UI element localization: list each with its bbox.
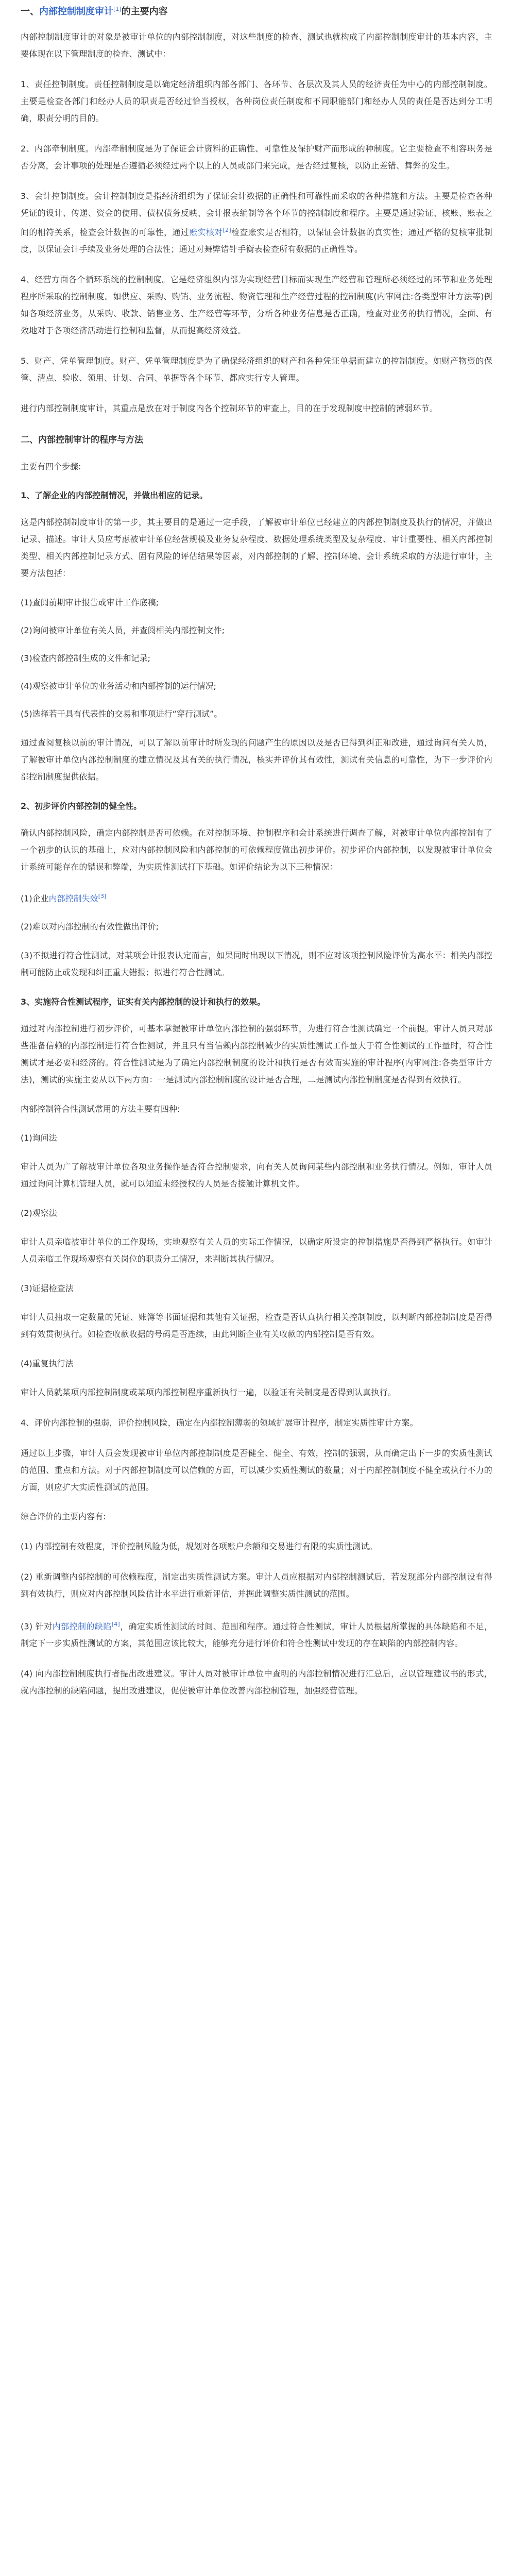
step-1-list-item: (2)询问被审计单位有关人员，并查阅相关内部控制文件; [21,625,225,636]
step-1-paragraph: 这是内部控制制度审计的第一步，其主要目的是通过一定手段，了解被审计单位已经建立的内部控制制度及执行的情况，并做出记录、描述。审计人员应考虑被审计单位经营规模及业务复杂程度、数据处理系统类型及复杂程度、审计重要性、相关内部控制类型、相关内部控制记录方式、固有风险的评估结果等因素，对内部控制的了解、控制环境、会计系统采取的方法进行审计，主要方法包括： [21,517,492,579]
step-4-list-3-text: (3) 针对 [21,1621,53,1631]
step-2-heading: 2、初步评价内部控制的健全性。 [21,801,142,811]
closing-paragraph: 进行内部控制制度审计，其重点是放在对于制度内各个控制环节的审查上，目的在于发现制度中控制的薄弱环节。 [21,403,438,414]
section-2-heading: 二、内部控制审计的程序与方法 [21,435,143,446]
step-1-list-item: (5)选择若干具有代表性的交易和事项进行“穿行测试”。 [21,709,223,719]
item-4: 4、经营方面各个循环系统的控制制度。它是经济组织内部为实现经营目标而实现生产经营和管理所必须经过的环节和业务处理程序所采取的控制制度。如供应、采购、购销、业务流程、物资管理和生产经营过程的控制制度(内审网注:各类型审计方法等)例如各项经济业务，从采购、收款、销售业务、生产经营等环节，分析各种业务信息是否正确，检查对业务的执行情况，全面、有效地对于各项经济活动进行控制和监督，从而提高经济效益。 [21,275,492,336]
step-4-list-3-ref[interactable]: [4] [111,1620,120,1628]
method-body: 审计人员抽取一定数量的凭证、账簿等书面证据和其他有关证据，检查是否认真执行相关控制制度，以判断内部控制制度是否得到有效贯彻执行。如检查收款收据的号码是否连续，由此判断企业有关收款的内部控制是否有效。 [21,1312,492,1339]
method-title: (2)观察法 [21,1208,57,1218]
step-1-list-item: (3)检查内部控制生成的文件和记录; [21,653,151,664]
item-3 [21,188,492,258]
step-1-list-item: (1)查阅前期审计报告或审计工作底稿; [21,598,159,608]
item-3-text-b: 检查账实是否相符，以保证会计数据的真实性；通过严格的复核审批制度，以保证会计手续及业务处理的合法性；通过对舞弊错针手衡表检查所有数据的正确性等。 [21,227,492,255]
step-4-paragraph: 通过以上步骤，审计人员会发现被审计单位内部控制制度是否健全、健全、有效，控制的强弱，从而确定出下一步的实质性测试的范围、重点和方法。对于内部控制制度可以信赖的方面，可以减少实质性测试的数量；对于内部控制制度不健全或执行不力的方面，则应扩大实质性测试的范围。 [21,1448,492,1492]
step-2-paragraph: 确认内部控制风险，确定内部控制是否可依赖。在对控制环境、控制程序和会计系统进行调查了解，对被审计单位内部控制有了一个初步的认识的基础上，应对内部控制风险和内部控制的可依赖程度做出初步评价。初步评价内部控制，以发现被审计单位会计系统可能存在的错误和弊端，为实质性测试打下基础。如评价结论为以下三种情况： [21,828,492,872]
method-title: (4)重复执行法 [21,1358,74,1368]
intro-paragraph: 内部控制制度审计的对象是被审计单位的内部控制制度，对这些制度的检查、测试也就构成了内部控制制度审计的基本内容，主要体现在以下管理制度的检查、测试中： [21,32,492,59]
step-4-list-3-tail: ，确定实质性测试的时间、范围和程序。通过符合性测试，审计人员根据所掌握的具体缺陷和不足，制定下一步实质性测试的方案，其范围应该比较大，能够充分进行评价和符合性测试中发现的存在缺陷的内部控制内容。 [21,1621,492,1648]
step-4-list-item-3 [21,1616,492,1652]
item-1: 1、责任控制制度。责任控制制度是以确定经济组织内部各部门、各环节、各层次及其人员的经济责任为中心的内部控制制度。主要是检查各部门和经办人员的职责是否经过恰当授权，各种岗位责任制度和不同职能部门和经办人员的责任是否达到分工明确，职责分明的目的。 [21,79,492,123]
item-3-text-a: 3、会计控制制度。会计控制制度是指经济组织为了保证会计数据的正确性和可靠性而采取的各种措施和方法。主要是检查各种凭证的设计、传递、资金的使用、债权债务反映、会计报表编制等各个环节的控制制度和程序。主要是通过验证、核账、账表之间的相符关系，检查会计数据的可靠性，通过 [21,191,492,238]
step-3-paragraph: 通过对内部控制进行初步评价，可基本掌握被审计单位内部控制的强弱环节，为进行符合性测试确定一个前提。审计人员只对那些准备信赖的内部控制进行符合性测试，并且只有当信赖内部控制减少的实质性测试工作量大于符合性测试的工作量时，符合性测试才是必要和经济的。符合性测试是为了确定内部控制制度的设计和执行是否有效而实施的审计程序(内审网注:各类型审计方法)，测试的实施主要从以下两方面：一是测试内部控制制度的设计是否合理，二是测试内部控制制度是否得到有效执行。 [21,1023,492,1084]
title-ref[interactable]: [1] [113,6,122,12]
step-2-list-item-b: (2)难以对内部控制的有效性做出评价; [21,921,159,931]
step-2-list-a-ref[interactable]: [3] [98,893,107,900]
steps-intro: 主要有四个步骤: [21,462,81,472]
title-prefix: 一、 [21,6,39,17]
step-1-heading: 1、了解企业的内部控制情况，并做出相应的记录。 [21,490,208,501]
method-body: 审计人员就某项内部控制制度或某项内部控制程序重新执行一遍，以验证有关制度是否得到认真执行。 [21,1387,397,1397]
step-3-heading: 3、实施符合性测试程序，证实有关内部控制的设计和执行的效果。 [21,996,266,1007]
step-4-list-item: (1) 内部控制有效程度，评价控制风险为低，规划对各项账户余额和交易进行有限的实质性测试。 [21,1541,378,1551]
step-4-list-item: (2) 重新调整内部控制的可依赖程度，制定出实质性测试方案。审计人员应根据对内部控制测试后，若发现部分内部控制设有得到有效执行，则应对内部控制风险估计水平进行重新评估，并据此调整实质性测试的范围。 [21,1571,492,1599]
item-3-ref[interactable]: [2] [223,227,231,233]
step-4-intro: 综合评价的主要内容有: [21,1511,106,1521]
title-link[interactable]: 内部控制制度审计 [39,6,113,17]
step-1-paragraph-2: 通过查阅复核以前的审计情况，可以了解以前审计时所发现的问题产生的原因以及是否已得到纠正和改进，通过询问有关人员，了解被审计单位内部控制制度的建立情况及其有关的执行情况，核实并评价其有效性，测试有关信息的可靠性，为下一步评价内部控制制度提供依据。 [21,738,492,782]
step-4-list-3-link[interactable]: 内部控制的缺陷 [52,1621,112,1631]
method-title: (3)证据检查法 [21,1283,74,1293]
step-4-list-4-text: (4) 向内部控制制度执行者提出改进建议。 [21,1668,180,1679]
step-1-list-item: (4)观察被审计单位的业务活动和内部控制的运行情况; [21,681,217,691]
item-2: 2、内部牵制制度。内部牵制制度是为了保证会计资料的正确性、可靠性及保护财产而形成的种制度。它主要检查不相容职务是否分离，会计事项的处理是否遵循必须经过两个以上的人员或部门来完成，是否经过复核，以防止差错、舞弊的发生。 [21,144,492,171]
item-3-link[interactable]: 账实核对 [189,227,223,238]
step-2-list-a-text: (1)企业 [21,893,49,904]
item-5: 5、财产、凭单管理制度。财产、凭单管理制度是为了确保经济组织的财产和各种凭证单据而建立的控制制度。如财产物资的保管、清点、验收、领用、计划、合同、单据等各个环节、都应实行专人管理。 [21,356,492,383]
step-2-list-item-c: (3)不拟进行符合性测试，对某项会计报表认定而言，如果同时出现以下情况，则不应对该项控制风险评价为高水平：相关内部控制可能防止或发现和纠正重大错报；拟进行符合性测试。 [21,950,492,977]
step-4-heading: 4、评价内部控制的强弱，评价控制风险，确定在内部控制薄弱的领域扩展审计程序，制定实质性审计方案。 [21,1417,418,1428]
method-title: (1)询问法 [21,1132,57,1143]
method-body: 审计人员亲临被审计单位的工作现场，实地观察有关人员的实际工作情况，以确定所设定的控制措施是否得到严格执行。如审计人员亲临工作现场观察有关岗位的职责分工情况，来判断其执行情况。 [21,1236,492,1264]
step-3-paragraph-2: 内部控制符合性测试常用的方法主要有四种: [21,1104,180,1114]
title-suffix: 的主要内容 [121,6,168,17]
step-4-list-4-tail: 审计人员对被审计单位中查明的内部控制情况进行汇总后，应以管理建议书的形式，就内部控制的缺陷问题，提出改进建议，促使被审计单位改善内部控制管理，加强经营管理。 [21,1668,492,1696]
page-title [21,2,492,19]
step-2-list-item-a [21,889,492,906]
step-2-list-a-link[interactable]: 内部控制失效 [48,893,98,904]
method-body: 审计人员为广了解被审计单位各项业务操作是否符合控制要求，向有关人员询问某些内部控制和业务执行情况。例如，审计人员通过询问计算机管理人员，就可以知道未经授权的人员是否接触计算机文件。 [21,1161,492,1189]
step-4-list-item-4 [21,1665,492,1699]
